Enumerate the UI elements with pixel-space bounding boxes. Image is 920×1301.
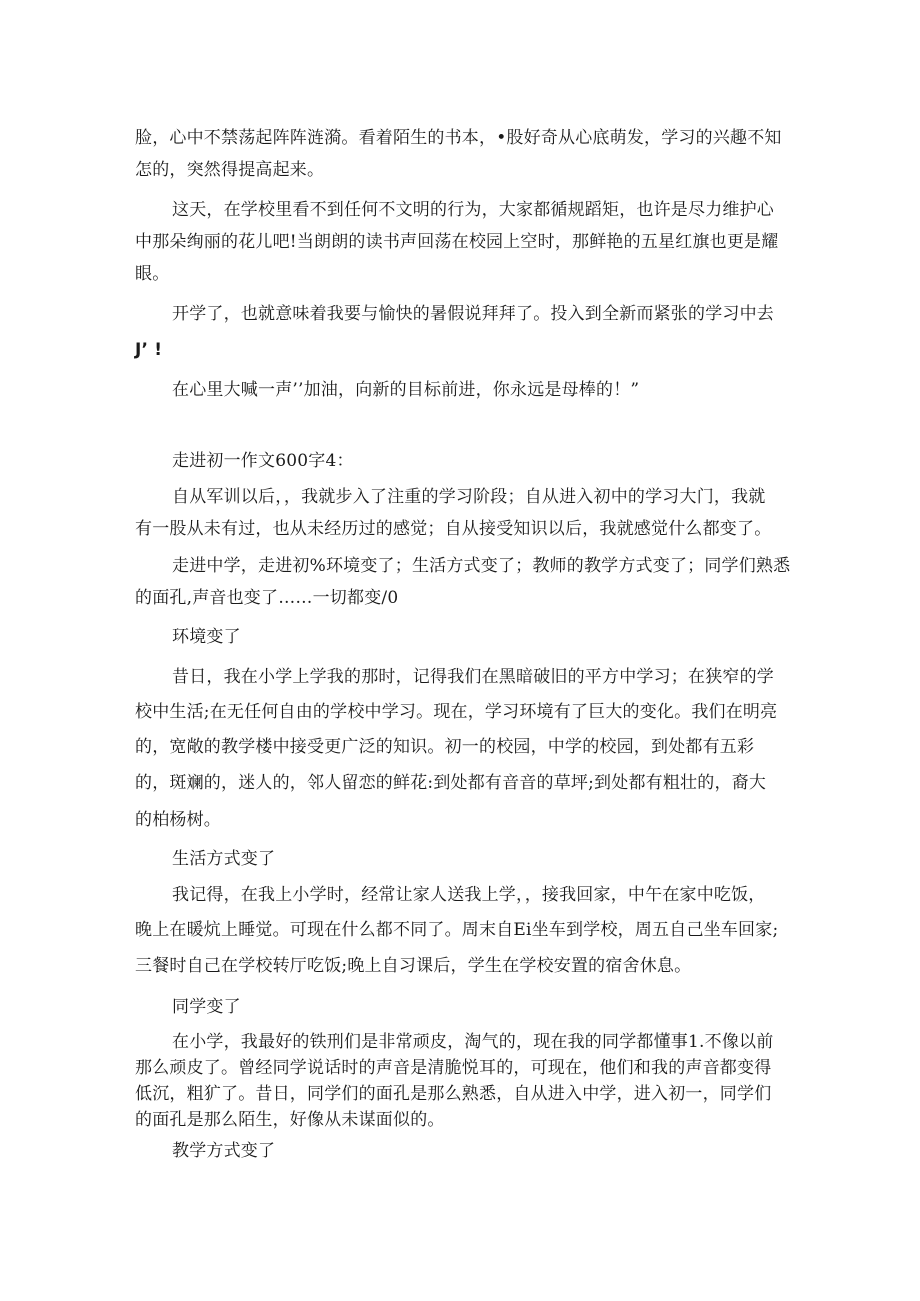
subheading: 生活方式变了 [172, 849, 276, 869]
paragraph-line: 这天，在学校里看不到任何不文明的行为，大家都循规蹈矩，也许是尽力维护心 [172, 200, 774, 220]
paragraph-line: 低沉，粗犷了。昔日，同学们的面孔是那么熟悉，自从进入中学，进入初一，同学们 [135, 1084, 772, 1104]
paragraph-line: 那么顽皮了。曾经同学说话时的声音是清脆悦耳的，可现在，他们和我的声音都变得 [135, 1058, 772, 1078]
paragraph-line: 在心里大喊一声’’加油，向新的目标前进，你永远是母棒的！” [172, 380, 640, 400]
subheading: 同学变了 [172, 997, 241, 1017]
paragraph-line: 开学了，也就意味着我要与愉快的暑假说拜拜了。投入到全新而紧张的学习中去 [172, 304, 774, 324]
subheading: 教学方式变了 [172, 1141, 276, 1161]
paragraph-line: 眼。 [135, 264, 170, 284]
paragraph-line: 中那朵绚丽的花儿吧!当朗朗的读书声回荡在校园上空时，那鲜艳的五星红旗也更是耀 [135, 232, 779, 252]
paragraph-line: 晚上在暖炕上睡觉。可现在什么都不同了。周末自Ei坐车到学校，周五自己坐车回家; [135, 920, 779, 940]
section-heading: 走进初一作文600字4： [172, 451, 354, 471]
paragraph-line: 昔日，我在小学上学我的那时，记得我们在黑暗破旧的平方中学习；在狭窄的学 [172, 667, 774, 687]
paragraph-line: 在小学，我最好的铁刑们是非常顽皮，淘气的，现在我的同学都懂事1.不像以前 [172, 1032, 774, 1052]
paragraph-line: 的面孔是那么陌生，好像从未谋面似的。 [135, 1110, 445, 1130]
paragraph-line: 三餐时自己在学校转厅吃饭;晚上自习课后，学生在学校安置的宿舍休息。 [135, 956, 692, 976]
paragraph-line: 的柏杨树。 [135, 810, 221, 830]
subheading: 环境变了 [172, 627, 241, 647]
paragraph-line: 的，斑斓的，迷人的，邻人留恋的鲜花:到处都有音音的草坪;到处都有粗壮的，裔大 [135, 773, 767, 793]
paragraph-line: 自从军训以后，，我就步入了注重的学习阶段；自从进入初中的学习大门，我就 [172, 487, 766, 507]
paragraph-line: 的面孔,声音也变了……一切都变/0 [135, 588, 399, 608]
paragraph-line: 校中生活;在无任何自由的学校中学习。现在，学习环境有了巨大的变化。我们在明亮 [135, 702, 778, 722]
paragraph-line: 的，宽敞的教学楼中接受更广泛的知识。初一的校园，中学的校园，到处都有五彩 [135, 737, 755, 757]
paragraph-line: J’ ! [135, 340, 163, 360]
paragraph-line: 脸，心中不禁荡起阵阵涟漪。看着陌生的书本，•股好奇从心底萌发，学习的兴趣不知 [135, 128, 782, 148]
paragraph-line: 走进中学，走进初%环境变了；生活方式变了；教师的教学方式变了；同学们熟悉 [172, 556, 791, 576]
paragraph-line: 有一股从未有过，也从未经历过的感觉；自从接受知识以后，我就感觉什么都变了。 [135, 519, 772, 539]
paragraph-line: 我记得，在我上小学时，经常让家人送我上学，，接我回家，中午在家中吃饭， [172, 885, 766, 905]
paragraph-line: 怎的，突然得提高起来。 [135, 160, 325, 180]
